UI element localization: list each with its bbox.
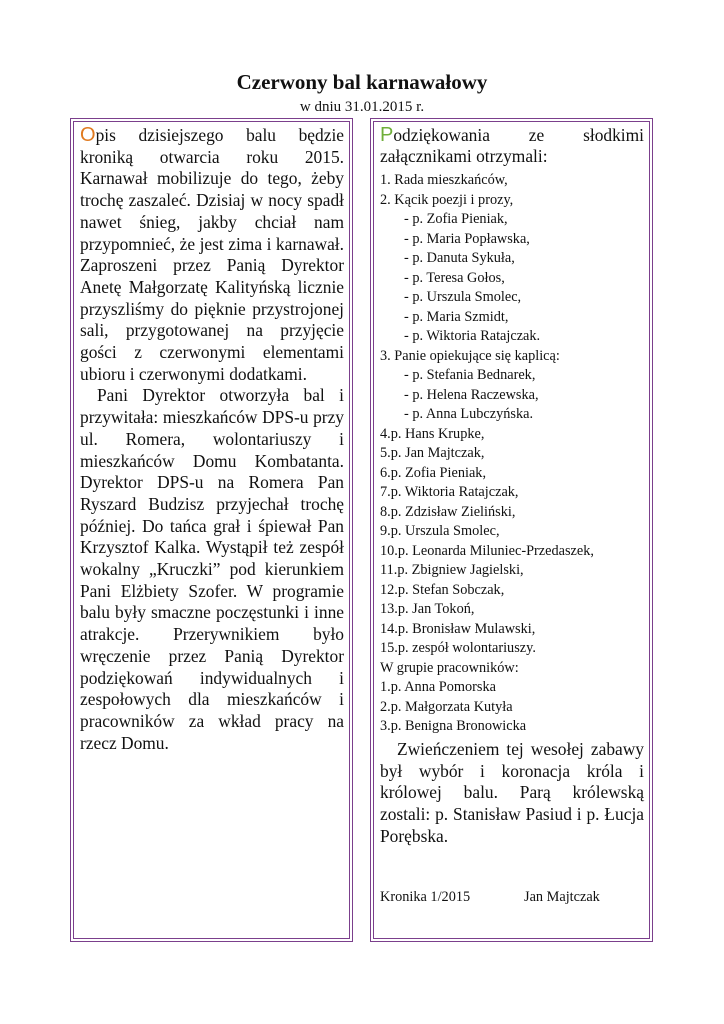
thanks-intro-text: odziękowania ze słodkimi załącznikami otrzymali: — [380, 125, 644, 166]
list-item: 8.p. Zdzisław Zieliński, — [380, 503, 516, 520]
left-paragraph-1-text: pis dzisiejszego balu będzie kroniką otwarcia roku 2015. Karnawał mobilizuje do tego, żeby trochę zaszaleć. Dzisiaj w nocy spadł nawet śnieg, jakby chciał nam przypomnieć, że jest zima i karnawał. Zaproszeni przez Panią Dyrektor Anetę Małgorzatę Kalityńską licznie przyszliśmy do pięknie przystrojonej sali, przygotowanej na przyjęcie gości z czerwonymi elementami ubioru i czerwonymi dodatkami. — [80, 125, 344, 384]
list-item: - p. Wiktoria Ratajczak. — [404, 328, 541, 344]
thanks-intro — [380, 125, 644, 167]
list-item: 7.p. Wiktoria Ratajczak, — [380, 484, 519, 500]
list-item: - p. Helena Raczewska, — [404, 386, 539, 403]
list-item: 6.p. Zofia Pieniak, — [380, 464, 487, 481]
list-item: 2.p. Małgorzata Kutyła — [380, 698, 513, 715]
list-item: - p. Maria Popławska, — [404, 230, 530, 247]
list-item: - p. Zofia Pieniak, — [404, 211, 508, 227]
list-item: - p. Maria Szmidt, — [404, 308, 509, 325]
author-name: Jan Majtczak — [524, 889, 600, 905]
list-item: - p. Danuta Sykuła, — [404, 250, 515, 266]
chronicle-number: Kronika 1/2015 — [380, 889, 471, 905]
list-item: 14.p. Bronisław Mulawski, — [380, 620, 536, 637]
list-item: 4.p. Hans Krupke, — [380, 425, 485, 442]
event-date: w dniu 31.01.2015 r. — [299, 99, 425, 115]
page-title: Czerwony bal karnawałowy — [236, 70, 488, 94]
list-item: W grupie pracowników: — [380, 659, 519, 676]
list-item: 3.p. Benigna Bronowicka — [380, 718, 527, 734]
list-item: 1. Rada mieszkańców, — [380, 172, 508, 188]
dropcap-o: O — [80, 124, 96, 146]
list-item: 1.p. Anna Pomorska — [380, 679, 496, 695]
list-item: 13.p. Jan Tokoń, — [380, 601, 475, 617]
list-item: 11.p. Zbigniew Jagielski, — [380, 562, 524, 578]
list-item: 15.p. zespół wolontariuszy. — [380, 640, 536, 656]
right-column-box — [370, 118, 653, 942]
closing-paragraph — [380, 739, 644, 848]
list-item: 10.p. Leonarda Miluniec-Przedaszek, — [380, 542, 594, 559]
list-item: 2. Kącik poezji i prozy, — [380, 191, 514, 208]
left-paragraph-2: Pani Dyrektor otworzyła bal i przywitała: mieszkańców DPS-u przy ul. Romera, wolontariuszy i mieszkańców Domu Kombatanta. Dyrektor DPS-u na Romera Pan Ryszard Budzisz przyjechał trochę później. Do tańca grał i śpiewał Pan Krzysztof Kalka. Wystąpił też zespół wokalny „Kruczki” pod kierunkiem Pani Elżbiety Szofer. W programie balu były smaczne poczęstunki i inne atrakcje. Przerywnikiem było wręczenie przez Panią Dyrektor podziękowań indywidualnych i zespołowych dla mieszkańców i pracowników za wkład pracy na rzecz Domu. — [80, 385, 344, 753]
list-item: 3. Panie opiekujące się kaplicą: — [380, 347, 560, 364]
list-item: 12.p. Stefan Sobczak, — [380, 581, 505, 598]
list-item: - p. Teresa Gołos, — [404, 269, 505, 286]
footer — [380, 889, 600, 906]
dropcap-p: P — [380, 124, 394, 146]
thanks-list — [380, 171, 646, 737]
list-item: - p. Anna Lubczyńska. — [404, 406, 534, 422]
left-column-text — [80, 125, 344, 754]
list-item: 5.p. Jan Majtczak, — [380, 445, 485, 461]
left-column-box — [70, 118, 353, 942]
list-item: - p. Urszula Smolec, — [404, 289, 522, 305]
list-item: - p. Stefania Bednarek, — [404, 367, 536, 383]
left-paragraph-1 — [80, 125, 344, 385]
closing-text: Zwieńczeniem tej wesołej zabawy był wybór i koronacja króla i królowej balu. Parą królewską zostali: p. Stanisław Pasiud i p. Łucja Porębska. — [380, 739, 644, 846]
list-item: 9.p. Urszula Smolec, — [380, 523, 500, 539]
